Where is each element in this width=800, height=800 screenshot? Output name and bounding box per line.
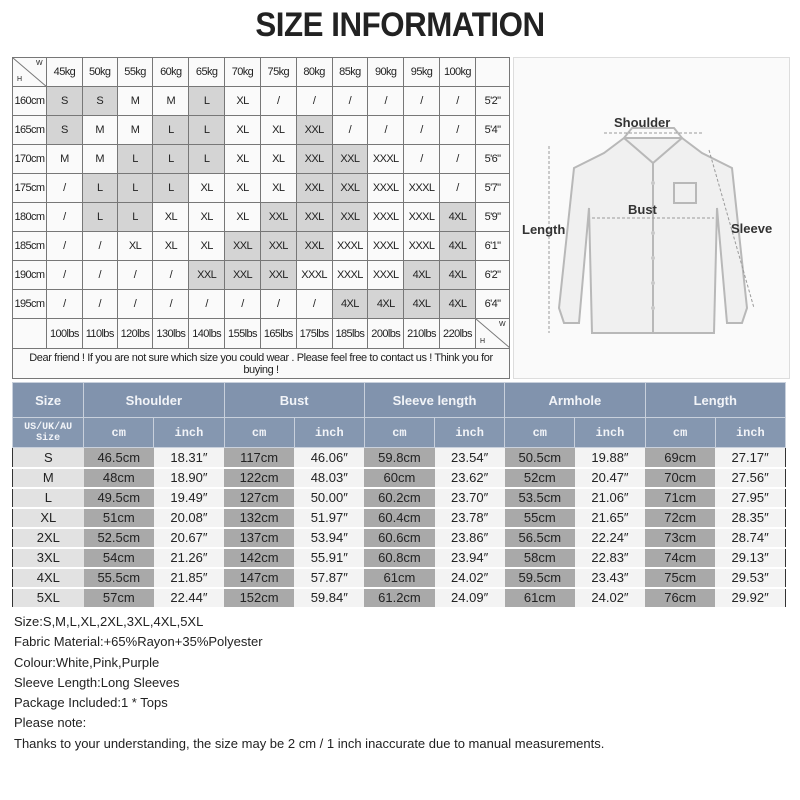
inch-value: 20.67″ [154, 528, 224, 548]
height-feet: 6'2" [476, 261, 510, 290]
cm-value: 60.6cm [364, 528, 434, 548]
inch-value: 46.06″ [294, 448, 364, 468]
inch-value: 23.86″ [435, 528, 505, 548]
inch-value: 28.35″ [715, 508, 785, 528]
cm-value: 127cm [224, 488, 294, 508]
height-cm: 170cm [13, 145, 47, 174]
blank-cell [476, 58, 510, 87]
size-cell: M [82, 145, 117, 174]
cm-value: 54cm [84, 548, 154, 568]
size-cell: M [82, 116, 117, 145]
size-cell: M [117, 116, 153, 145]
size-cell: S [47, 116, 83, 145]
size-cell: / [47, 232, 83, 261]
size-cell: / [368, 87, 404, 116]
cm-value: 132cm [224, 508, 294, 528]
size-label: M [13, 468, 84, 488]
weight-kg-header: 85kg [332, 58, 368, 87]
unit-inch-header: inch [435, 418, 505, 448]
height-feet: 5'6" [476, 145, 510, 174]
inch-value: 21.85″ [154, 568, 224, 588]
unit-cm-header: cm [224, 418, 294, 448]
size-cell: XXXL [332, 261, 368, 290]
size-cell: XL [189, 203, 225, 232]
size-cell: / [404, 145, 440, 174]
size-cell: / [153, 290, 189, 319]
weight-lbs-header: 175lbs [296, 319, 332, 349]
size-cell: XL [153, 203, 189, 232]
header-bust: Bust [224, 383, 364, 418]
weight-kg-header: 65kg [189, 58, 225, 87]
size-chart-row [13, 261, 510, 290]
inch-value: 29.53″ [715, 568, 785, 588]
size-cell: XXL [296, 145, 332, 174]
shirt-measurement-diagram [513, 57, 790, 379]
cm-value: 59.8cm [364, 448, 434, 468]
cm-value: 75cm [645, 568, 715, 588]
size-cell: L [82, 203, 117, 232]
height-cm: 195cm [13, 290, 47, 319]
size-cell: XXL [225, 232, 261, 261]
inch-value: 23.43″ [575, 568, 645, 588]
weight-kg-header: 80kg [296, 58, 332, 87]
measurement-row [13, 448, 786, 468]
cm-value: 61cm [364, 568, 434, 588]
weight-lbs-header: 210lbs [404, 319, 440, 349]
size-cell: / [439, 87, 475, 116]
size-cell: XXXL [368, 203, 404, 232]
height-feet: 5'4" [476, 116, 510, 145]
weight-kg-header: 55kg [117, 58, 153, 87]
size-cell: L [153, 116, 189, 145]
size-cell: XL [225, 87, 261, 116]
size-cell: XXL [296, 174, 332, 203]
size-cell: S [82, 87, 117, 116]
size-cell: M [153, 87, 189, 116]
height-feet: 6'1" [476, 232, 510, 261]
cm-value: 72cm [645, 508, 715, 528]
size-cell: S [47, 87, 83, 116]
unit-inch-header: inch [294, 418, 364, 448]
contact-note: Dear friend ! If you are not sure which size you could wear . Please feel free to contact us ! Think you for buying ! [13, 349, 510, 379]
size-cell: / [82, 261, 117, 290]
weight-lbs-header: 165lbs [260, 319, 296, 349]
cm-value: 61cm [505, 588, 575, 608]
inch-value: 27.56″ [715, 468, 785, 488]
note-line: Colour:White,Pink,Purple [14, 654, 160, 670]
size-cell: XXXL [332, 232, 368, 261]
cm-value: 137cm [224, 528, 294, 548]
inch-value: 22.24″ [575, 528, 645, 548]
inch-value: 27.17″ [715, 448, 785, 468]
note-line: Please note: [14, 715, 87, 731]
unit-inch-header: inch [715, 418, 785, 448]
size-cell: L [189, 145, 225, 174]
measurement-row [13, 528, 786, 548]
cm-value: 152cm [224, 588, 294, 608]
inch-value: 23.94″ [435, 548, 505, 568]
height-feet: 5'9" [476, 203, 510, 232]
inch-value: 24.09″ [435, 588, 505, 608]
weight-lbs-row [13, 319, 510, 349]
size-cell: 4XL [404, 290, 440, 319]
size-cell: L [153, 174, 189, 203]
size-cell: XL [225, 145, 261, 174]
cm-value: 73cm [645, 528, 715, 548]
inch-value: 51.97″ [294, 508, 364, 528]
cm-value: 52cm [505, 468, 575, 488]
height-feet: 5'7" [476, 174, 510, 203]
size-cell: M [117, 87, 153, 116]
size-chart-row [13, 87, 510, 116]
weight-kg-header: 90kg [368, 58, 404, 87]
unit-inch-header: inch [575, 418, 645, 448]
sleeve-label: Sleeve [731, 221, 773, 236]
inch-value: 19.88″ [575, 448, 645, 468]
cm-value: 74cm [645, 548, 715, 568]
inch-value: 57.87″ [294, 568, 364, 588]
cm-value: 55cm [505, 508, 575, 528]
size-cell: / [296, 87, 332, 116]
cm-value: 60.2cm [364, 488, 434, 508]
cm-value: 50.5cm [505, 448, 575, 468]
size-cell: XL [260, 145, 296, 174]
cm-value: 48cm [84, 468, 154, 488]
size-cell: XL [117, 232, 153, 261]
size-cell: / [404, 116, 440, 145]
size-label: 3XL [13, 548, 84, 568]
inch-value: 29.13″ [715, 548, 785, 568]
size-cell: 4XL [439, 290, 475, 319]
weight-lbs-header: 200lbs [368, 319, 404, 349]
size-cell: XXL [332, 174, 368, 203]
size-cell: XXL [260, 261, 296, 290]
note-line: Fabric Material:+65%Rayon+35%Polyester [14, 634, 263, 650]
height-cm: 160cm [13, 87, 47, 116]
inch-value: 19.49″ [154, 488, 224, 508]
size-cell: XL [225, 203, 261, 232]
size-label: 5XL [13, 588, 84, 608]
size-cell: / [404, 87, 440, 116]
inch-value: 28.74″ [715, 528, 785, 548]
inch-value: 27.95″ [715, 488, 785, 508]
inch-value: 18.90″ [154, 468, 224, 488]
size-chart-row [13, 203, 510, 232]
weight-lbs-header: 140lbs [189, 319, 225, 349]
product-notes [14, 612, 604, 754]
weight-kg-row [13, 58, 510, 87]
height-cm: 165cm [13, 116, 47, 145]
inch-value: 21.26″ [154, 548, 224, 568]
size-label: 2XL [13, 528, 84, 548]
inch-value: 53.94″ [294, 528, 364, 548]
size-label: XL [13, 508, 84, 528]
header-sleeve-length: Sleeve length [364, 383, 504, 418]
height-cm: 185cm [13, 232, 47, 261]
inch-value: 24.02″ [435, 568, 505, 588]
weight-kg-header: 75kg [260, 58, 296, 87]
size-cell: XL [225, 174, 261, 203]
measurement-row [13, 488, 786, 508]
weight-kg-header: 70kg [225, 58, 261, 87]
weight-kg-header: 60kg [153, 58, 189, 87]
inch-value: 48.03″ [294, 468, 364, 488]
note-line: Size:S,M,L,XL,2XL,3XL,4XL,5XL [14, 614, 204, 629]
size-cell: / [260, 290, 296, 319]
measurement-row [13, 548, 786, 568]
inch-value: 23.70″ [435, 488, 505, 508]
unit-cm-header: cm [364, 418, 434, 448]
size-cell: XXL [225, 261, 261, 290]
cm-value: 46.5cm [84, 448, 154, 468]
inch-value: 21.06″ [575, 488, 645, 508]
inch-value: 24.02″ [575, 588, 645, 608]
weight-lbs-header: 130lbs [153, 319, 189, 349]
bust-label: Bust [628, 202, 657, 217]
size-cell: XXL [296, 203, 332, 232]
cm-value: 122cm [224, 468, 294, 488]
inch-value: 20.08″ [154, 508, 224, 528]
cm-value: 52.5cm [84, 528, 154, 548]
size-cell: / [117, 261, 153, 290]
size-cell: L [117, 203, 153, 232]
size-cell: XXL [332, 145, 368, 174]
measurement-row [13, 568, 786, 588]
size-chart-row [13, 174, 510, 203]
weight-lbs-header: 110lbs [82, 319, 117, 349]
size-cell: / [47, 203, 83, 232]
size-cell: L [189, 116, 225, 145]
size-cell: / [225, 290, 261, 319]
corner-cell [476, 319, 510, 349]
size-cell: / [82, 290, 117, 319]
size-cell: XXXL [296, 261, 332, 290]
size-cell: / [47, 174, 83, 203]
corner-h: H [480, 338, 485, 345]
weight-lbs-header: 155lbs [225, 319, 261, 349]
cm-value: 60.4cm [364, 508, 434, 528]
inch-value: 50.00″ [294, 488, 364, 508]
measurement-table [12, 382, 786, 609]
weight-lbs-header: 120lbs [117, 319, 153, 349]
note-row [13, 349, 510, 379]
size-cell: XXXL [404, 203, 440, 232]
size-cell: / [47, 261, 83, 290]
cm-value: 55.5cm [84, 568, 154, 588]
cm-value: 51cm [84, 508, 154, 528]
size-cell: L [82, 174, 117, 203]
inch-value: 23.62″ [435, 468, 505, 488]
size-cell: 4XL [404, 261, 440, 290]
inch-value: 22.44″ [154, 588, 224, 608]
size-cell: / [153, 261, 189, 290]
size-cell: XXXL [368, 261, 404, 290]
inch-value: 59.84″ [294, 588, 364, 608]
size-chart-row [13, 145, 510, 174]
size-chart-row [13, 290, 510, 319]
size-cell: 4XL [439, 232, 475, 261]
size-cell: XXL [296, 116, 332, 145]
header-size: Size [13, 383, 84, 418]
corner-cell [13, 58, 47, 87]
weight-kg-header: 45kg [47, 58, 83, 87]
header-shoulder: Shoulder [84, 383, 224, 418]
corner-w: W [35, 60, 42, 67]
shirt-illustration [514, 58, 791, 380]
cm-value: 58cm [505, 548, 575, 568]
size-cell: XL [225, 116, 261, 145]
size-cell: XL [153, 232, 189, 261]
size-cell: / [439, 145, 475, 174]
height-cm: 190cm [13, 261, 47, 290]
size-cell: L [117, 174, 153, 203]
cm-value: 49.5cm [84, 488, 154, 508]
cm-value: 70cm [645, 468, 715, 488]
size-cell: L [117, 145, 153, 174]
cm-value: 53.5cm [505, 488, 575, 508]
size-cell: / [296, 290, 332, 319]
length-label: Length [522, 222, 566, 237]
size-cell: / [439, 174, 475, 203]
inch-value: 23.78″ [435, 508, 505, 528]
size-cell: XL [189, 174, 225, 203]
size-cell: XL [189, 232, 225, 261]
size-cell: / [47, 290, 83, 319]
height-cm: 180cm [13, 203, 47, 232]
inch-value: 55.91″ [294, 548, 364, 568]
inch-value: 22.83″ [575, 548, 645, 568]
size-cell: / [260, 87, 296, 116]
weight-lbs-header: 100lbs [47, 319, 83, 349]
unit-inch-header: inch [154, 418, 224, 448]
size-cell: XXXL [368, 174, 404, 203]
cm-value: 147cm [224, 568, 294, 588]
inch-value: 18.31″ [154, 448, 224, 468]
cm-value: 60.8cm [364, 548, 434, 568]
corner-w: W [498, 321, 505, 328]
cm-value: 61.2cm [364, 588, 434, 608]
cm-value: 76cm [645, 588, 715, 608]
measurement-row [13, 588, 786, 608]
size-chart-row [13, 116, 510, 145]
cm-value: 56.5cm [505, 528, 575, 548]
corner-h: H [17, 76, 22, 83]
blank-cell [13, 319, 47, 349]
size-cell: XXL [189, 261, 225, 290]
size-cell: XXXL [404, 174, 440, 203]
height-feet: 6'4" [476, 290, 510, 319]
note-line: Sleeve Length:Long Sleeves [14, 674, 180, 690]
inch-value: 29.92″ [715, 588, 785, 608]
header-length: Length [645, 383, 785, 418]
size-cell: XL [260, 116, 296, 145]
size-cell: XXL [260, 232, 296, 261]
size-cell: 4XL [439, 261, 475, 290]
inch-value: 23.54″ [435, 448, 505, 468]
size-cell: L [189, 87, 225, 116]
size-cell: M [47, 145, 83, 174]
inch-value: 20.47″ [575, 468, 645, 488]
height-weight-size-chart [12, 57, 510, 379]
cm-value: 71cm [645, 488, 715, 508]
size-cell: XL [260, 174, 296, 203]
size-cell: L [153, 145, 189, 174]
weight-lbs-header: 185lbs [332, 319, 368, 349]
size-cell: / [368, 116, 404, 145]
size-cell: / [189, 290, 225, 319]
size-cell: / [439, 116, 475, 145]
size-label: S [13, 448, 84, 468]
cm-value: 69cm [645, 448, 715, 468]
note-line: Thanks to your understanding, the size may be 2 cm / 1 inch inaccurate due to manual measurements. [14, 735, 605, 751]
size-cell: / [332, 116, 368, 145]
measurement-row [13, 468, 786, 488]
size-cell: / [332, 87, 368, 116]
size-chart-row [13, 232, 510, 261]
weight-kg-header: 100kg [439, 58, 475, 87]
page-title: SIZE INFORMATION [255, 6, 545, 44]
unit-cm-header: cm [645, 418, 715, 448]
size-cell: XXL [332, 203, 368, 232]
unit-cm-header: cm [505, 418, 575, 448]
size-cell: 4XL [368, 290, 404, 319]
size-cell: XXXL [368, 232, 404, 261]
size-cell: 4XL [332, 290, 368, 319]
note-line: Package Included:1 * Tops [14, 695, 168, 711]
shoulder-label: Shoulder [614, 115, 671, 130]
size-cell: XXL [296, 232, 332, 261]
cm-value: 117cm [224, 448, 294, 468]
size-cell: XXXL [368, 145, 404, 174]
size-cell: 4XL [439, 203, 475, 232]
size-cell: XXXL [404, 232, 440, 261]
cm-value: 59.5cm [505, 568, 575, 588]
cm-value: 142cm [224, 548, 294, 568]
size-label: 4XL [13, 568, 84, 588]
size-cell: / [117, 290, 153, 319]
measurement-row [13, 508, 786, 528]
header-armhole: Armhole [505, 383, 645, 418]
height-feet: 5'2" [476, 87, 510, 116]
height-cm: 175cm [13, 174, 47, 203]
cm-value: 60cm [364, 468, 434, 488]
weight-kg-header: 95kg [404, 58, 440, 87]
size-subheader: US/UK/AU Size [13, 418, 84, 448]
size-cell: / [82, 232, 117, 261]
weight-kg-header: 50kg [82, 58, 117, 87]
size-label: L [13, 488, 84, 508]
unit-cm-header: cm [84, 418, 154, 448]
weight-lbs-header: 220lbs [439, 319, 475, 349]
size-cell: XXL [260, 203, 296, 232]
inch-value: 21.65″ [575, 508, 645, 528]
cm-value: 57cm [84, 588, 154, 608]
